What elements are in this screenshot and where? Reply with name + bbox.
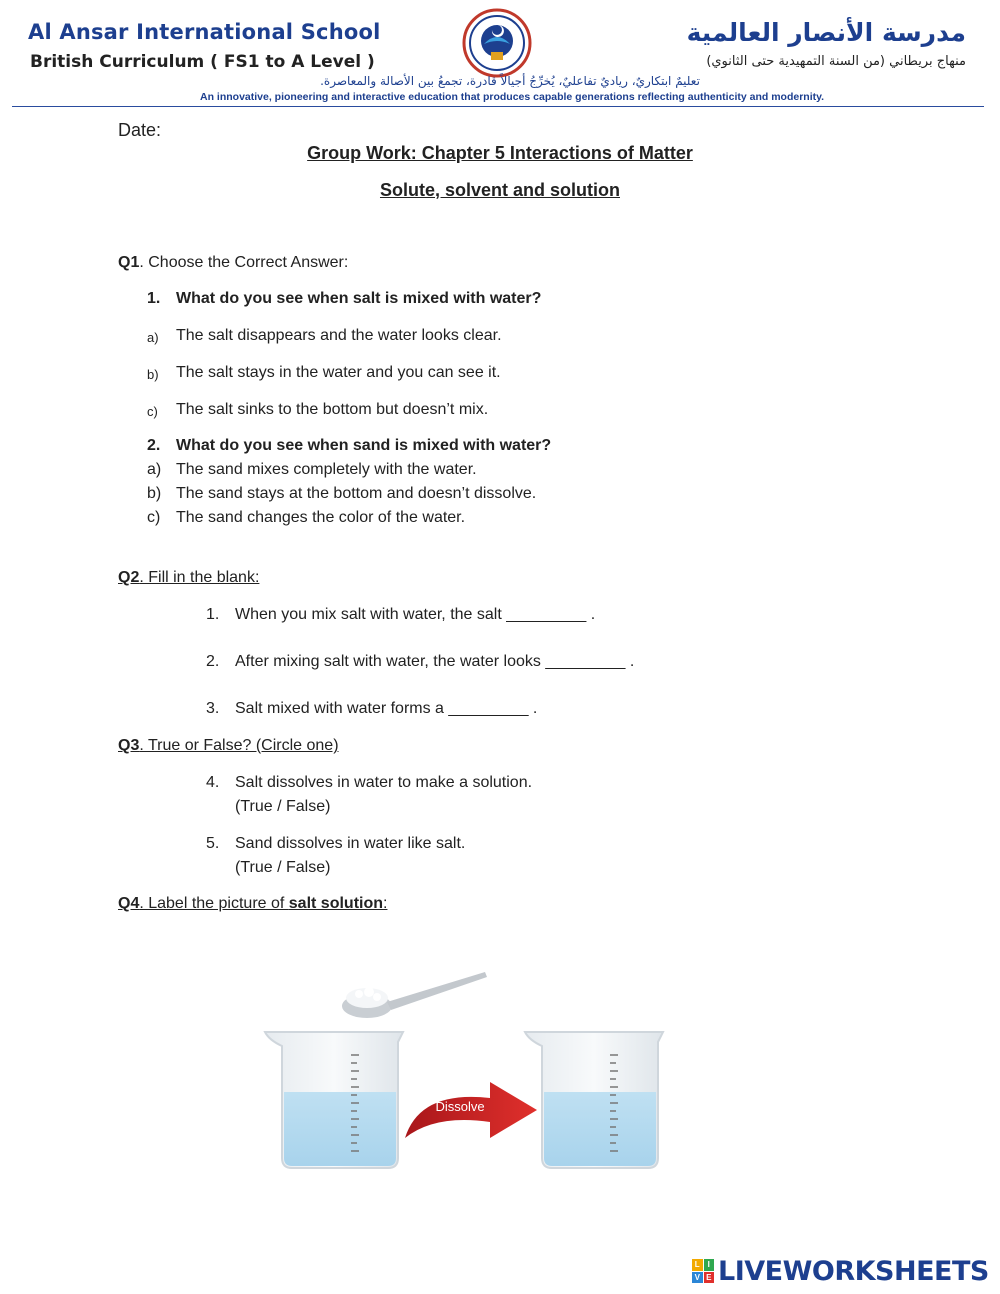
q1-2-option-b[interactable]: The sand stays at the bottom and doesn’t dissolve. <box>176 485 537 502</box>
worksheet-subtitle: Solute, solvent and solution <box>379 180 620 200</box>
q1-1-option-c[interactable]: The salt sinks to the bottom but doesn’t mix. <box>176 401 489 418</box>
q2-item-3[interactable]: Salt mixed with water forms a _________ . <box>235 700 538 717</box>
header-divider <box>12 106 984 107</box>
spoon-icon <box>342 972 487 1018</box>
q4-heading: Q4. Label the picture of salt solution: <box>118 895 388 912</box>
q1-1-option-a[interactable]: The salt disappears and the water looks clear. <box>176 327 502 344</box>
q2-item-2[interactable]: After mixing salt with water, the water looks _________ . <box>235 653 635 670</box>
liveworksheets-grid-icon: L I V E <box>692 1259 714 1283</box>
q3-item-5: Sand dissolves in water like salt. <box>235 835 466 852</box>
q1-1-option-letter: b) <box>147 367 159 382</box>
q1-1-option-letter: c) <box>147 404 158 419</box>
motto-en: An innovative, pioneering and interactive education that produces capable generations reflecting authenticity and modernity. <box>200 91 825 103</box>
q1-2-option-letter: a) <box>147 461 162 478</box>
q1-2-option-letter: b) <box>147 485 162 502</box>
q1-2-option-a[interactable]: The sand mixes completely with the water. <box>176 461 477 478</box>
left-beaker-icon <box>265 1032 403 1168</box>
q1-1-option-b[interactable]: The salt stays in the water and you can see it. <box>176 364 501 381</box>
liveworksheets-brand: LIVEWORKSHEETS <box>718 1255 989 1287</box>
curriculum-en: British Curriculum ( FS1 to A Level ) <box>30 52 375 72</box>
q1-2-option-letter: c) <box>147 509 161 526</box>
q2-heading: Q2. Fill in the blank: <box>118 569 260 586</box>
q1-1-option-letter: a) <box>147 330 159 345</box>
date-label: Date: <box>118 120 162 140</box>
q1-heading: Q1. Choose the Correct Answer: <box>118 254 349 271</box>
q2-item-number: 1. <box>206 606 220 623</box>
q1-2-number: 2. <box>147 437 161 454</box>
worksheet-title: Group Work: Chapter 5 Interactions of Matter <box>307 143 693 163</box>
q3-item-4-choice[interactable]: (True / False) <box>235 798 331 815</box>
q1-2-question: What do you see when sand is mixed with water? <box>176 437 552 454</box>
school-name-en: Al Ansar International School <box>28 20 381 44</box>
q1-1-question: What do you see when salt is mixed with water? <box>176 290 542 307</box>
school-name-ar: مدرسة الأنصار العالمية <box>686 18 966 47</box>
motto-ar: تعليمٌ ابتكاريٌ، رياديٌ تفاعليٌ، يُخرِّجُ أجيالاً قادرة، تجمعُ بين الأصالة والمعاصرة. <box>320 74 700 88</box>
q1-2-option-c[interactable]: The sand changes the color of the water. <box>176 509 466 526</box>
liveworksheets-logo[interactable] <box>692 1256 989 1286</box>
q3-item-5-choice[interactable]: (True / False) <box>235 859 331 876</box>
curriculum-ar: منهاج بريطاني (من السنة التمهيدية حتى الثانوي) <box>706 54 966 69</box>
q2-item-number: 3. <box>206 700 220 717</box>
right-beaker-icon <box>525 1032 663 1168</box>
q1-1-number: 1. <box>147 290 161 307</box>
salt-solution-figure <box>255 960 675 1200</box>
school-logo-icon <box>462 8 532 78</box>
q3-item-number: 4. <box>206 774 220 791</box>
q3-item-4: Salt dissolves in water to make a solution. <box>235 774 533 791</box>
q2-item-number: 2. <box>206 653 220 670</box>
q2-item-1[interactable]: When you mix salt with water, the salt _________ . <box>235 606 596 623</box>
q3-heading: Q3. True or False? (Circle one) <box>118 737 339 754</box>
dissolve-arrow-icon <box>405 1082 537 1138</box>
q3-item-number: 5. <box>206 835 220 852</box>
dissolve-label: Dissolve <box>435 1099 485 1114</box>
